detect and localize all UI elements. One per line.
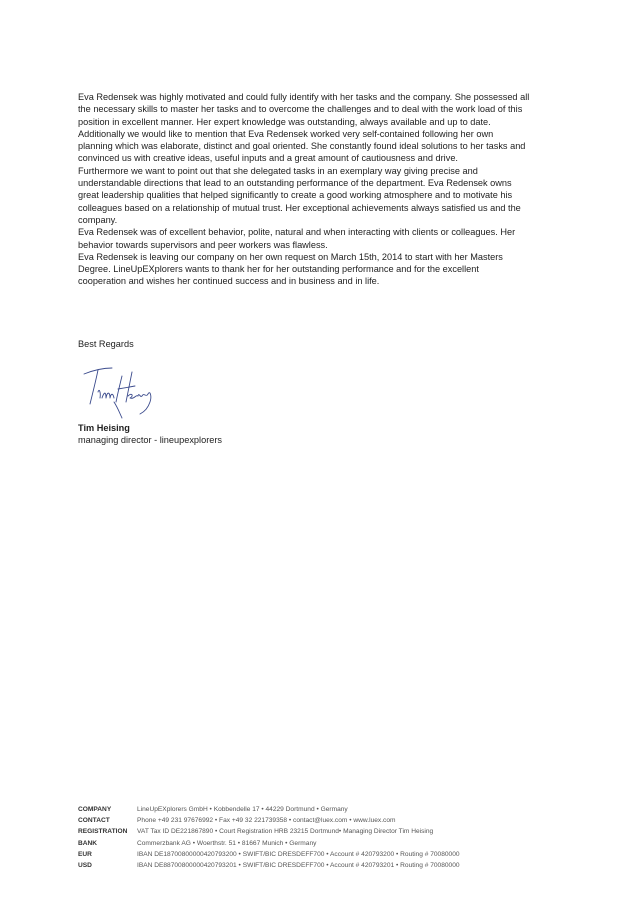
signer-name: Tim Heising: [78, 423, 130, 433]
signature-image: [78, 362, 160, 420]
footer: [78, 804, 460, 871]
footer-value: IBAN DE88700800000420793201 • SWIFT/BIC DRESDEFF700 • Account # 420793201 • Routing # 70080000: [137, 862, 460, 870]
footer-row-contact: [78, 815, 460, 826]
footer-row-usd: [78, 860, 460, 871]
paragraph-2: Furthermore we want to point out that she delegated tasks in an exemplary way giving precise and understandable directions that lead to an outstanding performance of the department. Eva Redensek owns great leadership qualities that helped significantly to create a good working atmosphere and to motivate his colleagues based on a relationship of mutual trust. Her exceptional achievements always satisfied us and the company.: [78, 165, 521, 225]
footer-label: USD: [78, 862, 92, 870]
footer-label: EUR: [78, 850, 92, 858]
footer-label: COMPANY: [78, 806, 112, 813]
paragraph-1: Eva Redensek was highly motivated and could fully identify with her tasks and the company. She possessed all the necessary skills to master her tasks and to overcome the challenges and to deal with the work load of this position in excellent manner. Her expert knowledge was outstanding, always available and up to date. Additionally we would like to mention that Eva Redensek worked very self-contained following her own planning which was elaborate, distinct and goal oriented. She constantly found ideal solutions to her tasks and convinced us with creative ideas, useful inputs and a great amount of cautiousness and drive.: [78, 92, 530, 164]
footer-row-registration: [78, 826, 460, 837]
footer-row-company: [78, 804, 460, 815]
paragraph-4: Eva Redensek is leaving our company on her own request on March 15th, 2014 to start with her Masters Degree. LineUpEXplorers wants to thank her for her outstanding performance and for the excellent cooperation and wishes her continued success and in business and in life.: [78, 251, 503, 287]
footer-value: IBAN DE18700800000420793200 • SWIFT/BIC DRESDEFF700 • Account # 420793200 • Routing # 70080000: [137, 850, 460, 858]
footer-row-bank: [78, 838, 460, 849]
footer-value: Phone +49 231 97676992 • Fax +49 32 221739358 • contact@luex.com • www.luex.com: [137, 817, 396, 825]
letter-body: [78, 91, 568, 288]
footer-label: BANK: [78, 839, 98, 847]
footer-label: REGISTRATION: [78, 828, 128, 836]
footer-value: VAT Tax ID DE221867890 • Court Registration HRB 23215 Dortmund• Managing Director Tim Heising: [137, 828, 434, 836]
paragraph-3: Eva Redensek was of excellent behavior, polite, natural and when interacting with clients or colleagues. Her behavior towards supervisors and peer workers was flawless.: [78, 227, 516, 250]
footer-value: LineUpEXplorers GmbH • Kobbendelle 17 • 44229 Dortmund • Germany: [137, 806, 348, 813]
footer-row-eur: [78, 849, 460, 860]
closing-text: Best Regards: [78, 339, 134, 349]
signer-title: managing director - lineupexplorers: [78, 435, 223, 445]
footer-label: CONTACT: [78, 817, 110, 825]
footer-value: Commerzbank AG • Woerthstr. 51 • 81667 Munich • Germany: [137, 839, 317, 847]
